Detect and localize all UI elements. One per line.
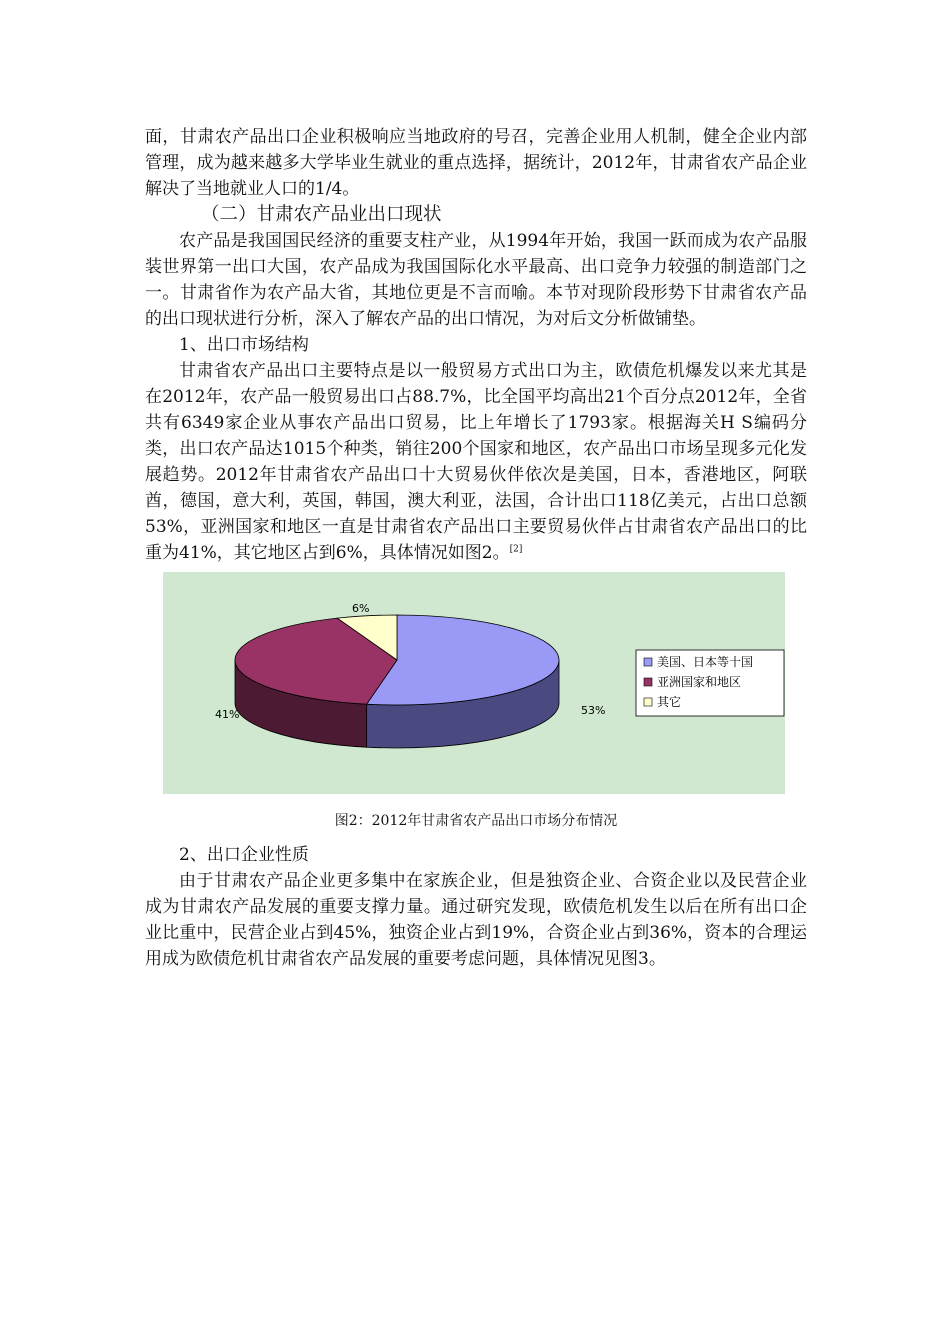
paragraph-market-structure xyxy=(145,358,807,566)
paragraph-enterprise-nature: 由于甘肃农产品企业更多集中在家族企业，但是独资企业、合资企业以及民营企业成为甘肃农产品发展的重要支撑力量。通过研究发现，欧债危机发生以后在所有出口企业比重中，民营企业占到45%，独资企业占到19%，合资企业占到36%，资本的合理运用成为欧债危机甘肃省农产品发展的重要考虑问题，具体情况见图3。 xyxy=(145,871,807,969)
document-body xyxy=(145,124,807,972)
chart-legend xyxy=(636,650,784,716)
data-label-slice-asia: 41% xyxy=(215,708,240,721)
figure-caption: 图2：2012年甘肃省农产品出口市场分布情况 xyxy=(334,813,618,829)
subheading-market-structure: 1、出口市场结构 xyxy=(179,335,309,355)
citation-ref: [2] xyxy=(509,544,523,555)
legend-label-slice-other: 其它 xyxy=(657,695,682,709)
legend-swatch-slice-other xyxy=(644,698,652,706)
paragraph-overview: 农产品是我国国民经济的重要支柱产业，从1994年开始，我国一跃而成为农产品服装世界第一出口大国，农产品成为我国国际化水平最高、出口竞争力较强的制造部门之一。甘肃省作为农产品大省，其地位更是不言而喻。本节对现阶段形势下甘肃省农产品的出口现状进行分析，深入了解农产品的出口情况，为对后文分析做铺垫。 xyxy=(145,231,807,329)
legend-swatch-slice-usa-japan xyxy=(644,658,652,666)
section-heading: （二）甘肃农产品业出口现状 xyxy=(201,204,442,225)
data-label-slice-other: 6% xyxy=(352,602,370,615)
paragraph-market-structure-text: 甘肃省农产品出口主要特点是以一般贸易方式出口为主，欧债危机爆发以来尤其是在2012年，农产品一般贸易出口占88.7%，比全国平均高出21个百分点2012年，全省共有6349家企业从事农产品出口贸易，比上年增长了1793家。根据海关H S编码分类，出口农产品达1015个种类，销往200个国家和地区，农产品出口市场呈现多元化发展趋势。2012年甘肃省农产品出口十大贸易伙伴依次是美国，日本，香港地区，阿联酋，德国，意大利，英国，韩国，澳大利亚，法国，合计出口118亿美元，占出口总额53%，亚洲国家和地区一直是甘肃省农产品出口主要贸易伙伴占甘肃省农产品出口的比重为41%，其它地区占到6%，具体情况如图2。 xyxy=(145,361,807,563)
legend-label-slice-asia: 亚洲国家和地区 xyxy=(657,675,742,689)
pie-chart xyxy=(163,572,785,794)
paragraph-intro: 面，甘肃农产品出口企业积极响应当地政府的号召，完善企业用人机制，健全企业内部管理，成为越来越多大学毕业生就业的重点选择，据统计，2012年，甘肃省农产品企业解决了当地就业人口的1/4。 xyxy=(145,127,807,199)
legend-label-slice-usa-japan: 美国、日本等十国 xyxy=(657,655,754,669)
data-label-slice-usa-japan: 53% xyxy=(581,704,606,717)
subheading-enterprise-nature: 2、出口企业性质 xyxy=(179,845,309,865)
legend-swatch-slice-asia xyxy=(644,678,652,686)
pie-chart-figure xyxy=(163,572,785,794)
